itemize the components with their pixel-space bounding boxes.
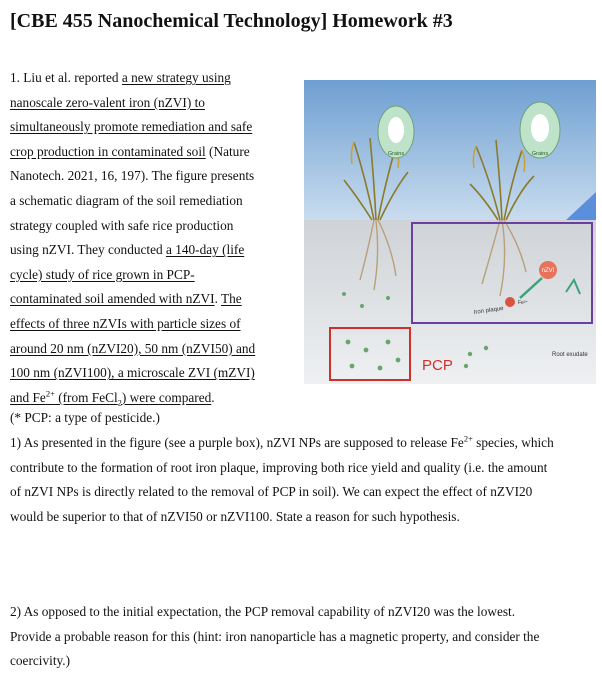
fe-ball-icon [505, 297, 515, 307]
underlined-text: 100 nm (nZVI100), a microscale ZVI (mZVI) [10, 365, 255, 381]
underlined-text: cycle) study of rice grown in PCP- [10, 266, 195, 282]
grains-right-label: Grains [531, 151, 549, 157]
underlined-text: The [221, 291, 242, 307]
intro-paragraph [10, 66, 290, 410]
underlined-text: a new strategy using [121, 70, 231, 85]
question-text: would be superior to that of nZVI50 or nZVI100. State a reason for such hypothesis. [10, 508, 460, 524]
question-text: Provide a probable reason for this (hint: iron nanoparticle has a magnetic property, and consider the [10, 628, 540, 644]
footnote [10, 406, 596, 431]
pcp-label: PCP [422, 357, 453, 374]
intro-text: ) were compared [121, 389, 212, 405]
root-exudate-label: Root exudate [552, 352, 588, 358]
page-title: [CBE 455 Nanochemical Technology] Homework #3 [10, 10, 453, 32]
question-text: of nZVI NPs is directly related to the removal of PCP in soil). We can expect the effect of nZVI20 [10, 484, 533, 500]
grains-left-label: Grains [387, 151, 405, 157]
intro-text: . [211, 389, 215, 405]
question-text: 1) As presented in the figure (see a purple box), nZVI NPs are supposed to release Fe [10, 435, 464, 450]
question-text: species, which [472, 435, 554, 450]
intro-text: and Fe [10, 389, 46, 405]
question-text: 2) As opposed to the initial expectation, the PCP removal capability of nZVI20 was the lowest. [10, 604, 516, 619]
intro-text: 1. Liu et al. reported [10, 70, 122, 85]
intro-text: using nZVI. They conducted [10, 242, 166, 258]
superscript: 2+ [463, 433, 473, 444]
intro-text: . [214, 291, 221, 307]
intro-text: (from FeCl [54, 389, 118, 405]
iron-plaque-label: Iron plaque [473, 305, 505, 316]
nzvi-label: nZVI [541, 268, 555, 274]
footnote-text: (* PCP: a type of pesticide.) [10, 410, 160, 425]
intro-text: a schematic diagram of the soil remediation [10, 192, 243, 208]
underlined-text: nanoscale zero-valent iron (nZVI) to [10, 94, 205, 110]
fe-label: Fe²⁺ [518, 300, 529, 306]
remediation-figure [304, 80, 596, 384]
question-text: coercivity.) [10, 653, 71, 669]
underlined-text: contaminated soil amended with nZVI [10, 291, 215, 307]
grain-icon [388, 117, 404, 143]
superscript: 2+ [45, 388, 55, 399]
underlined-text: around 20 nm (nZVI20), 50 nm (nZVI50) and [10, 340, 256, 356]
figure-svg [304, 80, 596, 384]
question-2 [10, 600, 596, 674]
grain-icon [531, 114, 549, 142]
question-1 [10, 431, 596, 529]
intro-text: strategy coupled with safe rice production [10, 217, 234, 233]
subscript: 2 [117, 397, 122, 408]
question-text: contribute to the formation of root iron plaque, improving both rice yield and quality (i.e. the amount [10, 459, 548, 475]
underlined-text: effects of three nZVIs with particle sizes of [10, 315, 241, 331]
underlined-text: a 140-day (life [165, 242, 245, 258]
intro-text: (Nature [205, 143, 250, 159]
underlined-text: crop production in contaminated soil [10, 143, 206, 159]
intro-text: Nanotech. 2021, 16, 197). The figure presents [10, 168, 255, 184]
underlined-text [10, 388, 212, 408]
underlined-text: simultaneously promote remediation and safe [10, 119, 253, 135]
